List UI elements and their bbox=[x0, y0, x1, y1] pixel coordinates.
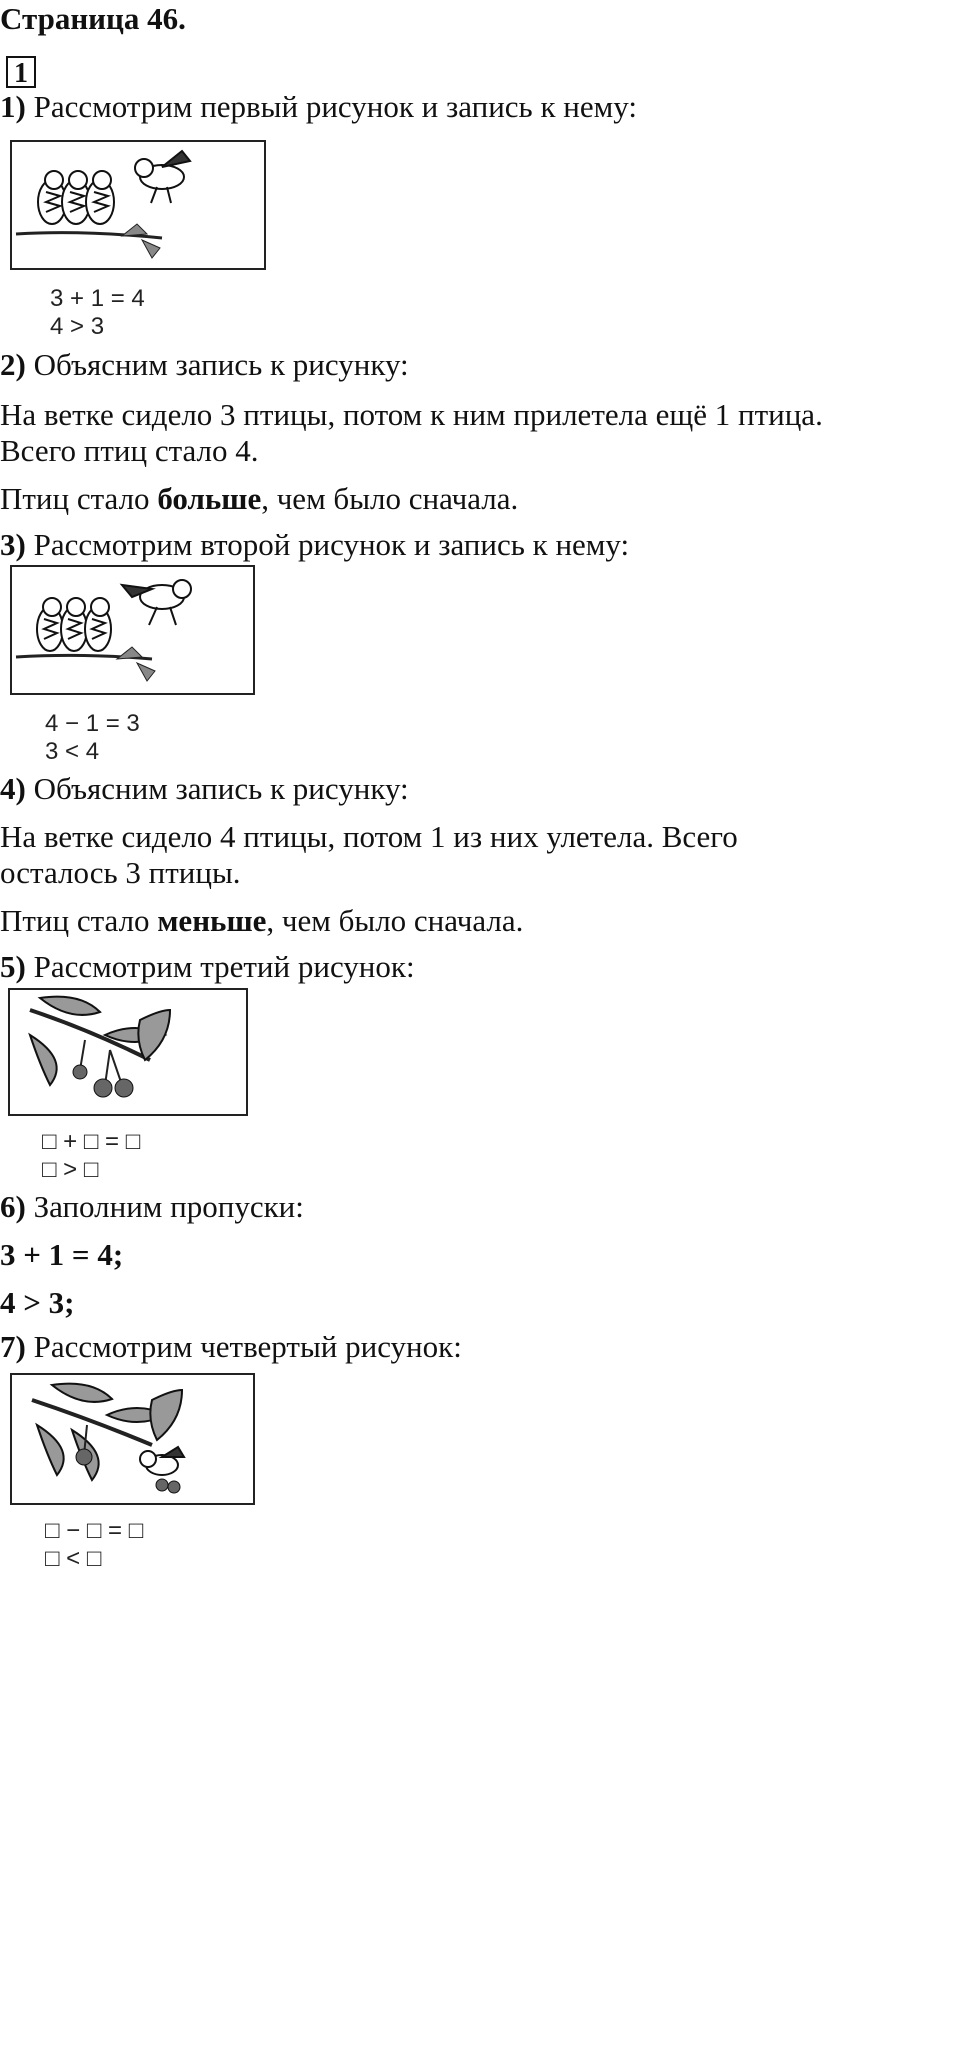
step-6-number: 6) bbox=[0, 1189, 26, 1224]
task-number-box: 1 bbox=[6, 56, 36, 88]
figure-1-expr-2: 4 > 3 bbox=[50, 313, 105, 340]
step-2-explanation-line-1: На ветке сидело 3 птицы, потом к ним прилетела ещё 1 птица. bbox=[0, 397, 823, 432]
step-4-explanation-line-2: осталось 3 птицы. bbox=[0, 855, 241, 890]
bird-icon bbox=[86, 171, 114, 224]
step-7-text: Рассмотрим четвертый рисунок: bbox=[25, 1329, 462, 1364]
step-2-explanation-line-2: Всего птиц стало 4. bbox=[0, 433, 259, 468]
bird-icon bbox=[37, 598, 63, 651]
figure-1-expr-1: 3 + 1 = 4 bbox=[50, 285, 145, 312]
step-1-text: Рассмотрим первый рисунок и запись к нему: bbox=[25, 89, 637, 124]
figure-2-expr-1: 4 − 1 = 3 bbox=[45, 710, 140, 737]
figure-3-template-2: □ > □ bbox=[42, 1156, 99, 1183]
conclusion-suffix: , чем было сначала. bbox=[261, 481, 519, 516]
flying-bird-icon bbox=[122, 580, 191, 625]
figure-4-bird-and-cherries bbox=[10, 1373, 255, 1505]
birds-on-branch-illustration bbox=[12, 142, 264, 268]
conclusion-keyword: больше bbox=[157, 481, 262, 516]
step-2 bbox=[0, 346, 409, 384]
step-4 bbox=[0, 770, 409, 808]
step-6-answer-1: 3 + 1 = 4; bbox=[0, 1237, 124, 1272]
step-7-number: 7) bbox=[0, 1329, 26, 1364]
step-4-number: 4) bbox=[0, 771, 26, 806]
figure-3-template-1: □ + □ = □ bbox=[42, 1128, 141, 1155]
step-5-text: Рассмотрим третий рисунок: bbox=[25, 949, 415, 984]
step-4-conclusion bbox=[0, 902, 523, 940]
step-2-conclusion bbox=[0, 480, 518, 518]
step-3-text: Рассмотрим второй рисунок и запись к нему: bbox=[25, 527, 630, 562]
bird-icon bbox=[85, 598, 111, 651]
flying-bird-icon bbox=[135, 151, 190, 203]
cherry-branch-illustration bbox=[10, 990, 246, 1114]
step-2-text: Объясним запись к рисунку: bbox=[25, 347, 409, 382]
conclusion-suffix: , чем было сначала. bbox=[266, 903, 524, 938]
page-title: Страница 46. bbox=[0, 1, 186, 36]
conclusion-prefix: Птиц стало bbox=[0, 903, 158, 938]
step-5-number: 5) bbox=[0, 949, 26, 984]
step-2-number: 2) bbox=[0, 347, 26, 382]
figure-4-template-2: □ < □ bbox=[45, 1545, 102, 1572]
step-6 bbox=[0, 1188, 304, 1226]
bird-icon bbox=[61, 598, 87, 651]
step-6-answer-2: 4 > 3; bbox=[0, 1285, 75, 1320]
figure-2-expr-2: 3 < 4 bbox=[45, 738, 100, 765]
step-1 bbox=[0, 88, 637, 126]
conclusion-prefix: Птиц стало bbox=[0, 481, 158, 516]
cherry-branch-with-bird-illustration bbox=[12, 1375, 253, 1503]
step-7 bbox=[0, 1328, 462, 1366]
step-3 bbox=[0, 526, 629, 564]
figure-3-cherries bbox=[8, 988, 248, 1116]
step-4-text: Объясним запись к рисунку: bbox=[25, 771, 409, 806]
step-5 bbox=[0, 948, 415, 986]
conclusion-keyword: меньше bbox=[157, 903, 267, 938]
step-3-number: 3) bbox=[0, 527, 26, 562]
bird-icon bbox=[140, 1447, 184, 1475]
step-4-explanation-line-1: На ветке сидело 4 птицы, потом 1 из них улетела. Всего bbox=[0, 819, 738, 854]
step-6-text: Заполним пропуски: bbox=[25, 1189, 304, 1224]
birds-on-branch-illustration bbox=[12, 567, 253, 693]
figure-1-birds-arrive bbox=[10, 140, 266, 270]
step-1-number: 1) bbox=[0, 89, 26, 124]
figure-2-bird-leaves bbox=[10, 565, 255, 695]
figure-4-template-1: □ − □ = □ bbox=[45, 1517, 144, 1544]
